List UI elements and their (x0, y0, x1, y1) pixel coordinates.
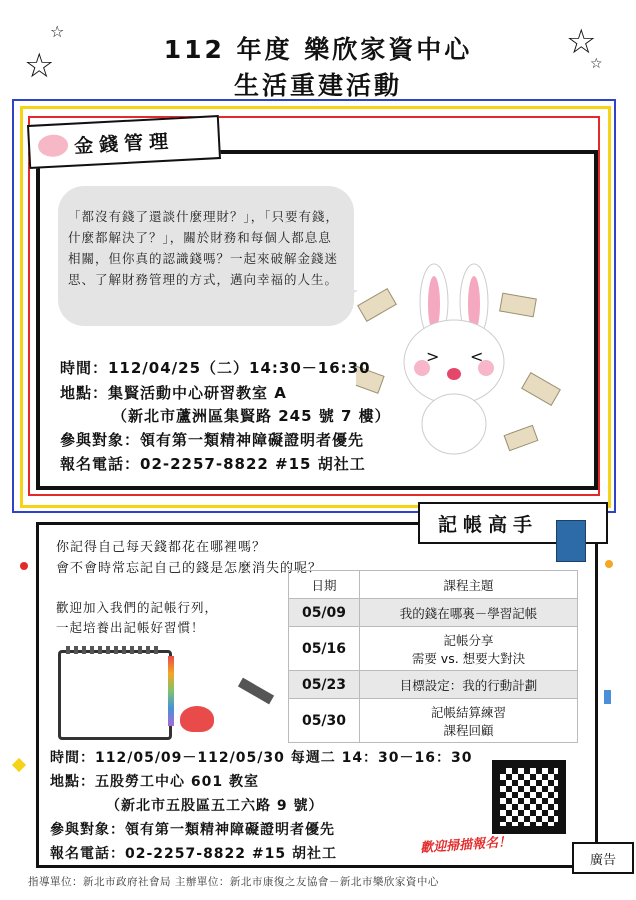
row-topic (360, 699, 578, 743)
footer-credits: 指導單位：新北市政府社會局 主辦單位：新北市康復之友協會－新北市樂欣家資中心 (28, 876, 439, 888)
header-title: 112 年度 樂欣家資中心 (163, 35, 473, 64)
event1-phone: 報名電話：02-2257-8822 #15 胡社工 (60, 455, 366, 473)
heart-logo-icon (180, 706, 214, 732)
intro-question-1: 你記得自己每天錢都花在哪裡嗎？ (56, 540, 267, 555)
event1-place: 地點：集賢活動中心研習教室 A (60, 384, 287, 402)
row-topic-line1: 記帳結算練習 (430, 704, 506, 720)
event2-time: 時間：112/05/09－112/05/30 每週二 14：30－16：30 (50, 750, 473, 766)
invite-line-2: 一起培養出記帳好習慣！ (56, 620, 205, 635)
tag-label: 金錢管理 (73, 129, 175, 158)
table-header-row (289, 571, 578, 599)
row-date: 05/09 (289, 599, 360, 627)
star-icon: ☆ (24, 46, 55, 86)
event1-target: 參與對象：領有第一類精神障礙證明者優先 (60, 431, 365, 449)
table-row (289, 699, 578, 743)
piggy-bank-icon (38, 134, 69, 158)
row-topic (360, 627, 578, 671)
row-topic-line2: 課程回顧 (443, 722, 494, 738)
planner-rings-icon (66, 646, 158, 654)
table-row (289, 671, 578, 699)
row-date: 05/30 (289, 699, 360, 743)
confetti-dot (20, 562, 28, 570)
event1-address: （新北市蘆洲區集賢路 245 號 7 樓） (112, 407, 391, 425)
event2-address: （新北市五股區五工六路 9 號） (106, 798, 324, 814)
confetti-dot (604, 690, 611, 704)
row-topic: 目標設定：我的行動計劃 (360, 671, 578, 699)
qr-code[interactable] (492, 760, 566, 834)
intro-question-2: 會不會時常忘記自己的錢是怎麼消失的呢？ (56, 561, 323, 576)
event2-phone: 報名電話：02-2257-8822 #15 胡社工 (50, 846, 337, 862)
header-subtitle: 生活重建活動 (233, 71, 402, 100)
ad-label: 廣告 (572, 842, 634, 874)
star-icon: ☆ (50, 22, 65, 41)
rabbit-illustration (356, 262, 576, 462)
bubble-tail (322, 290, 358, 320)
notebook-icon (556, 520, 586, 562)
bubble-text: 「都沒有錢了還談什麼理財？」，「只要有錢，什麼都解決了？」，關於財務和每個人都息息相關，但你真的認識錢嗎？一起來破解金錢迷思、了解財務管理的方式，邁向幸福的人生。 (68, 209, 340, 287)
event2-place: 地點：五股勞工中心 601 教室 (50, 774, 259, 790)
table-row (289, 599, 578, 627)
row-date: 05/16 (289, 627, 360, 671)
row-topic-line1: 記帳分享 (443, 632, 494, 648)
table-row (289, 627, 578, 671)
header-topic: 課程主題 (360, 571, 578, 599)
star-icon: ☆ (590, 56, 603, 72)
schedule-table (288, 570, 578, 743)
event1-time: 時間：112/04/25（二）14:30－16:30 (60, 359, 371, 377)
invite-line-1: 歡迎加入我們的記帳行列， (56, 600, 219, 615)
row-date: 05/23 (289, 671, 360, 699)
row-topic-line2: 需要 vs. 想要大對決 (411, 650, 526, 666)
star-icon: ☆ (566, 22, 597, 62)
header-date: 日期 (289, 571, 360, 599)
scan-to-register-text: 歡迎掃描報名！ (419, 834, 512, 857)
confetti-dot (12, 758, 26, 772)
svg-text:>: > (426, 347, 440, 366)
confetti-dot (605, 560, 613, 568)
planner-illustration (58, 650, 172, 740)
row-topic: 我的錢在哪裏－學習記帳 (360, 599, 578, 627)
tag-label: 記帳高手 (438, 513, 539, 536)
event2-target: 參與對象：領有第一類精神障礙證明者優先 (50, 822, 335, 838)
planner-tabs-icon (168, 656, 174, 726)
svg-text:<: < (470, 347, 484, 366)
